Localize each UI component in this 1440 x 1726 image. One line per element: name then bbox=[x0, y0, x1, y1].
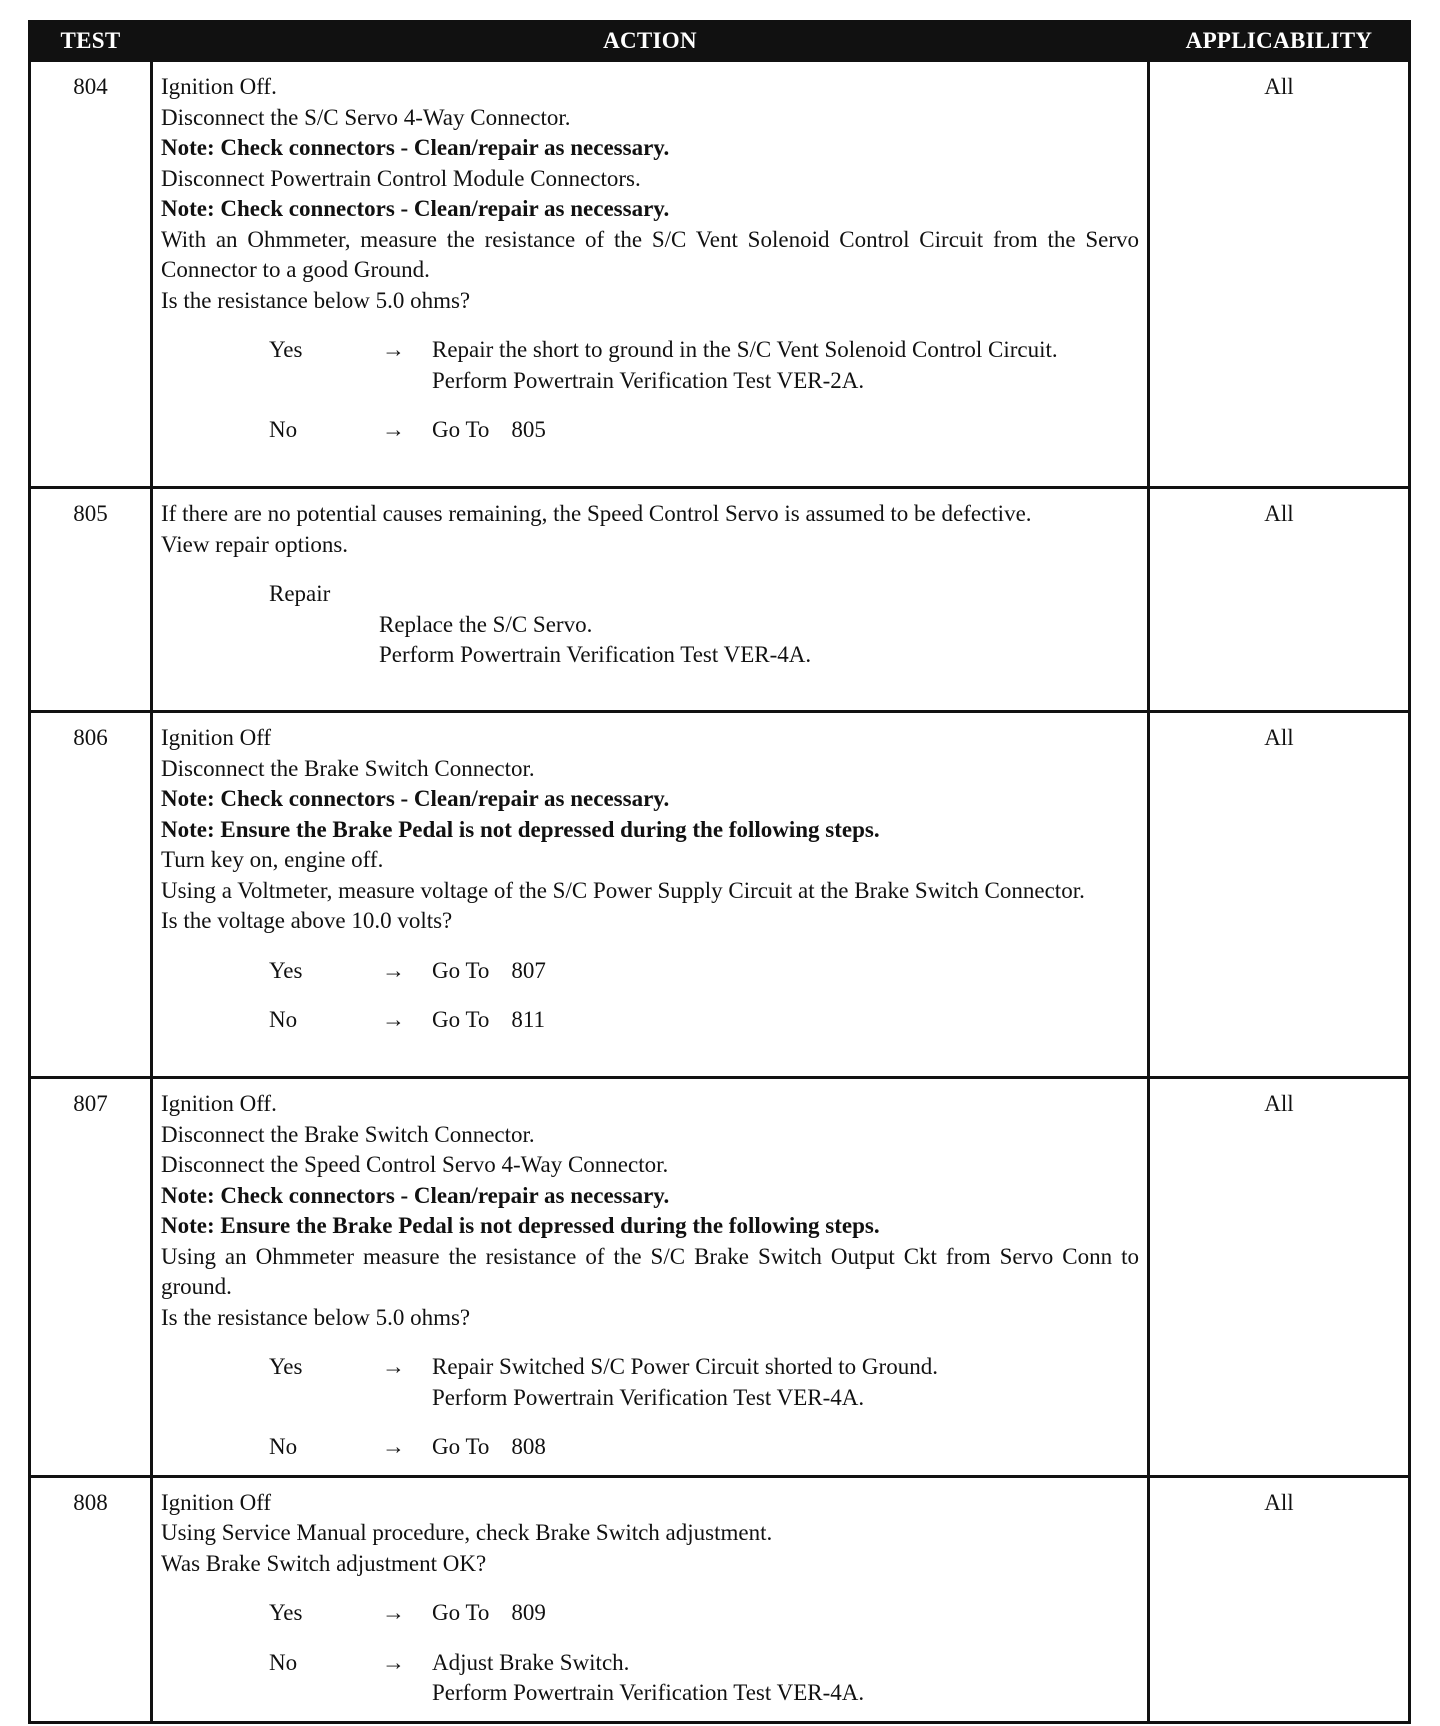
goto-test-number: 809 bbox=[511, 1600, 546, 1625]
yes-result bbox=[432, 335, 1139, 396]
yes-branch bbox=[161, 956, 1139, 987]
goto-test-number: 808 bbox=[511, 1434, 546, 1459]
action-line: Disconnect the Speed Control Servo 4-Way Connector. bbox=[161, 1152, 669, 1177]
action-cell bbox=[152, 1078, 1149, 1477]
action-line: Ignition Off. bbox=[161, 1091, 277, 1116]
action-note: Note: Check connectors - Clean/repair as necessary. bbox=[161, 1182, 670, 1208]
action-line: Ignition Off bbox=[161, 1489, 272, 1515]
diagnostic-test-table bbox=[28, 20, 1411, 1724]
table-row bbox=[30, 61, 1410, 488]
no-label: No bbox=[269, 417, 298, 442]
repair-option-text: Perform Powertrain Verification Test VER-4A. bbox=[379, 642, 812, 667]
yes-result-text: Perform Powertrain Verification Test VER-4A. bbox=[432, 1384, 865, 1410]
no-branch bbox=[161, 415, 1139, 446]
goto-test-number: 805 bbox=[511, 417, 546, 442]
no-branch bbox=[161, 1648, 1139, 1709]
no-branch bbox=[161, 1432, 1139, 1463]
action-note: Note: Check connectors - Clean/repair as necessary. bbox=[161, 135, 670, 160]
action-line: Was Brake Switch adjustment OK? bbox=[161, 1550, 487, 1576]
yes-result-text: Perform Powertrain Verification Test VER-2A. bbox=[432, 367, 865, 393]
header-test: TEST bbox=[30, 22, 152, 61]
applicability-cell: All bbox=[1149, 488, 1410, 712]
repair-label: Repair bbox=[269, 581, 331, 606]
no-result-text: Perform Powertrain Verification Test VER-4A. bbox=[432, 1680, 865, 1705]
yes-label: Yes bbox=[269, 1600, 303, 1625]
header-applicability: APPLICABILITY bbox=[1149, 22, 1410, 61]
yes-result bbox=[432, 956, 1139, 987]
yes-label: Yes bbox=[269, 337, 303, 362]
action-note: Note: Check connectors - Clean/repair as necessary. bbox=[161, 786, 670, 811]
action-cell bbox=[152, 488, 1149, 712]
action-line: Using Service Manual procedure, check Brake Switch adjustment. bbox=[161, 1520, 773, 1545]
table-row bbox=[30, 712, 1410, 1078]
action-line: Ignition Off bbox=[161, 725, 272, 750]
action-line: If there are no potential causes remaining, the Speed Control Servo is assumed to be defective. bbox=[161, 501, 1032, 526]
no-result bbox=[432, 415, 1139, 446]
arrow-icon: → bbox=[382, 1007, 405, 1032]
action-line: Disconnect Powertrain Control Module Connectors. bbox=[161, 165, 641, 191]
table-header bbox=[30, 22, 1410, 61]
no-label: No bbox=[269, 1007, 298, 1032]
no-result-text: Adjust Brake Switch. bbox=[432, 1649, 630, 1675]
applicability-cell: All bbox=[1149, 712, 1410, 1078]
header-action: ACTION bbox=[152, 22, 1149, 61]
arrow-icon: → bbox=[382, 1649, 405, 1675]
yes-result bbox=[432, 1598, 1139, 1629]
goto-text: Go To bbox=[432, 1600, 490, 1625]
goto-text: Go To bbox=[432, 1007, 490, 1032]
arrow-icon: → bbox=[382, 337, 405, 362]
test-number: 805 bbox=[30, 488, 152, 712]
yes-branch bbox=[161, 335, 1139, 396]
arrow-icon: → bbox=[382, 1354, 405, 1379]
yes-result-text: Repair the short to ground in the S/C Vent Solenoid Control Circuit. bbox=[432, 337, 1058, 362]
test-number: 804 bbox=[30, 61, 152, 488]
yes-label: Yes bbox=[269, 1354, 303, 1379]
action-note: Note: Check connectors - Clean/repair as necessary. bbox=[161, 196, 670, 221]
no-label: No bbox=[269, 1434, 298, 1459]
table-row bbox=[30, 1078, 1410, 1477]
repair-option-text: Replace the S/C Servo. bbox=[379, 611, 593, 637]
yes-result bbox=[432, 1352, 1139, 1413]
goto-text: Go To bbox=[432, 957, 490, 983]
table-row bbox=[30, 488, 1410, 712]
action-line: Ignition Off. bbox=[161, 74, 277, 99]
applicability-cell: All bbox=[1149, 1078, 1410, 1477]
arrow-icon: → bbox=[382, 1600, 405, 1625]
goto-text: Go To bbox=[432, 1434, 490, 1459]
repair-options bbox=[161, 610, 1139, 671]
no-result bbox=[432, 1648, 1139, 1709]
yes-branch bbox=[161, 1598, 1139, 1629]
test-number: 808 bbox=[30, 1476, 152, 1722]
no-branch bbox=[161, 1005, 1139, 1036]
action-note: Note: Ensure the Brake Pedal is not depressed during the following steps. bbox=[161, 1213, 880, 1238]
action-line: Using an Ohmmeter measure the resistance of the S/C Brake Switch Output Ckt from Servo Conn to ground. bbox=[161, 1243, 1139, 1299]
test-number: 806 bbox=[30, 712, 152, 1078]
arrow-icon: → bbox=[382, 957, 405, 983]
test-number: 807 bbox=[30, 1078, 152, 1477]
action-line: With an Ohmmeter, measure the resistance of the S/C Vent Solenoid Control Circuit from the Servo Connector to a good Ground. bbox=[161, 226, 1139, 282]
applicability-cell: All bbox=[1149, 1476, 1410, 1722]
action-line: Is the resistance below 5.0 ohms? bbox=[161, 1304, 471, 1330]
action-line: Disconnect the Brake Switch Connector. bbox=[161, 755, 535, 781]
action-line: Is the voltage above 10.0 volts? bbox=[161, 908, 453, 933]
action-line: Using a Voltmeter, measure voltage of the S/C Power Supply Circuit at the Brake Switch Connector. bbox=[161, 877, 1085, 903]
goto-text: Go To bbox=[432, 417, 490, 442]
action-line: View repair options. bbox=[161, 531, 349, 557]
no-label: No bbox=[269, 1649, 298, 1675]
table-row bbox=[30, 1476, 1410, 1722]
yes-label: Yes bbox=[269, 957, 303, 983]
diagnostic-test-sheet bbox=[28, 20, 1408, 1724]
no-result bbox=[432, 1005, 1139, 1036]
action-cell bbox=[152, 61, 1149, 488]
action-cell bbox=[152, 1476, 1149, 1722]
yes-result-text: Repair Switched S/C Power Circuit shorted to Ground. bbox=[432, 1354, 938, 1379]
arrow-icon: → bbox=[382, 417, 405, 442]
applicability-cell: All bbox=[1149, 61, 1410, 488]
action-line: Disconnect the S/C Servo 4-Way Connector. bbox=[161, 104, 571, 130]
action-note: Note: Ensure the Brake Pedal is not depressed during the following steps. bbox=[161, 816, 880, 842]
action-line: Turn key on, engine off. bbox=[161, 847, 384, 872]
yes-branch bbox=[161, 1352, 1139, 1413]
action-line: Is the resistance below 5.0 ohms? bbox=[161, 287, 471, 313]
action-line: Disconnect the Brake Switch Connector. bbox=[161, 1121, 535, 1147]
no-result bbox=[432, 1432, 1139, 1463]
goto-test-number: 807 bbox=[511, 957, 546, 983]
goto-test-number: 811 bbox=[511, 1007, 546, 1032]
arrow-icon: → bbox=[382, 1434, 405, 1459]
action-cell bbox=[152, 712, 1149, 1078]
